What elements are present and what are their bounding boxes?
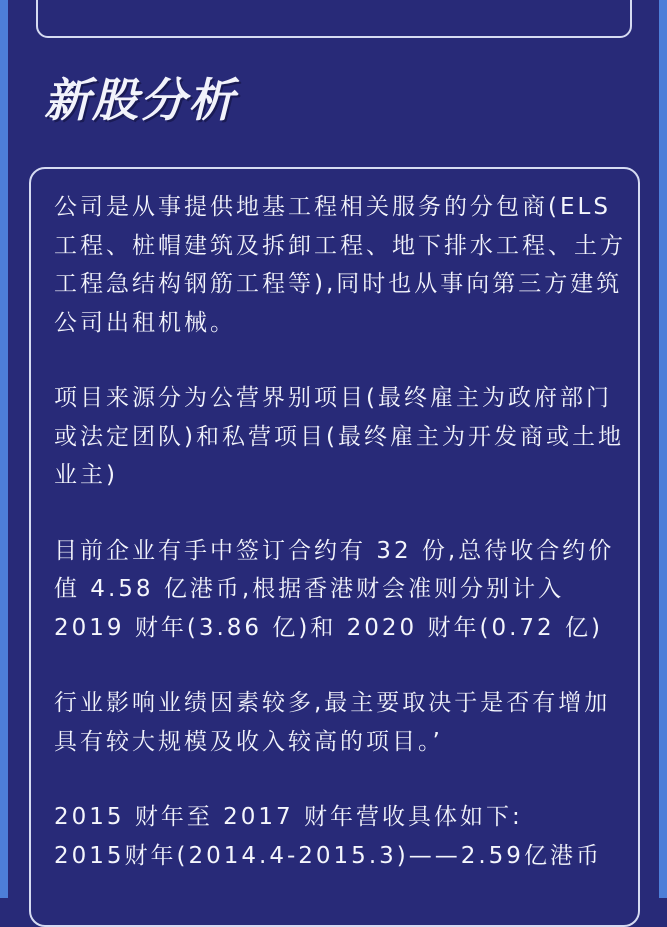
section-title: 新股分析 [44, 73, 236, 127]
paragraph-contracts: 目前企业有手中签订合约有 32 份,总待收合约价值 4.58 亿港币,根据香港财会准则分别计入 2019 财年(3.86 亿)和 2020 财年(0.72 亿) [54, 537, 615, 641]
paragraph-business: 公司是从事提供地基工程相关服务的分包商(ELS 工程、桩帽建筑及拆卸工程、地下排水工程、土方工程急结构钢筋工程等),同时也从事向第三方建筑公司出租机械。 [54, 194, 626, 336]
right-frame-edge [659, 0, 667, 898]
previous-section-box [36, 0, 632, 38]
left-frame-edge [0, 0, 8, 898]
content-text [54, 188, 626, 912]
paragraph-revenue-heading: 2015 财年至 2017 财年营收具体如下: [54, 804, 523, 830]
paragraph-project-source: 项目来源分为公营界别项目(最终雇主为政府部门或法定团队)和私营项目(最终雇主为开发商或土地业主) [54, 385, 624, 488]
paragraph-industry: 行业影响业绩因素较多,最主要取决于是否有增加具有较大规模及收入较高的项目。’ [54, 690, 611, 755]
paragraph-revenue-2015: 2015财年(2014.4-2015.3)——2.59亿港币 [54, 842, 602, 869]
